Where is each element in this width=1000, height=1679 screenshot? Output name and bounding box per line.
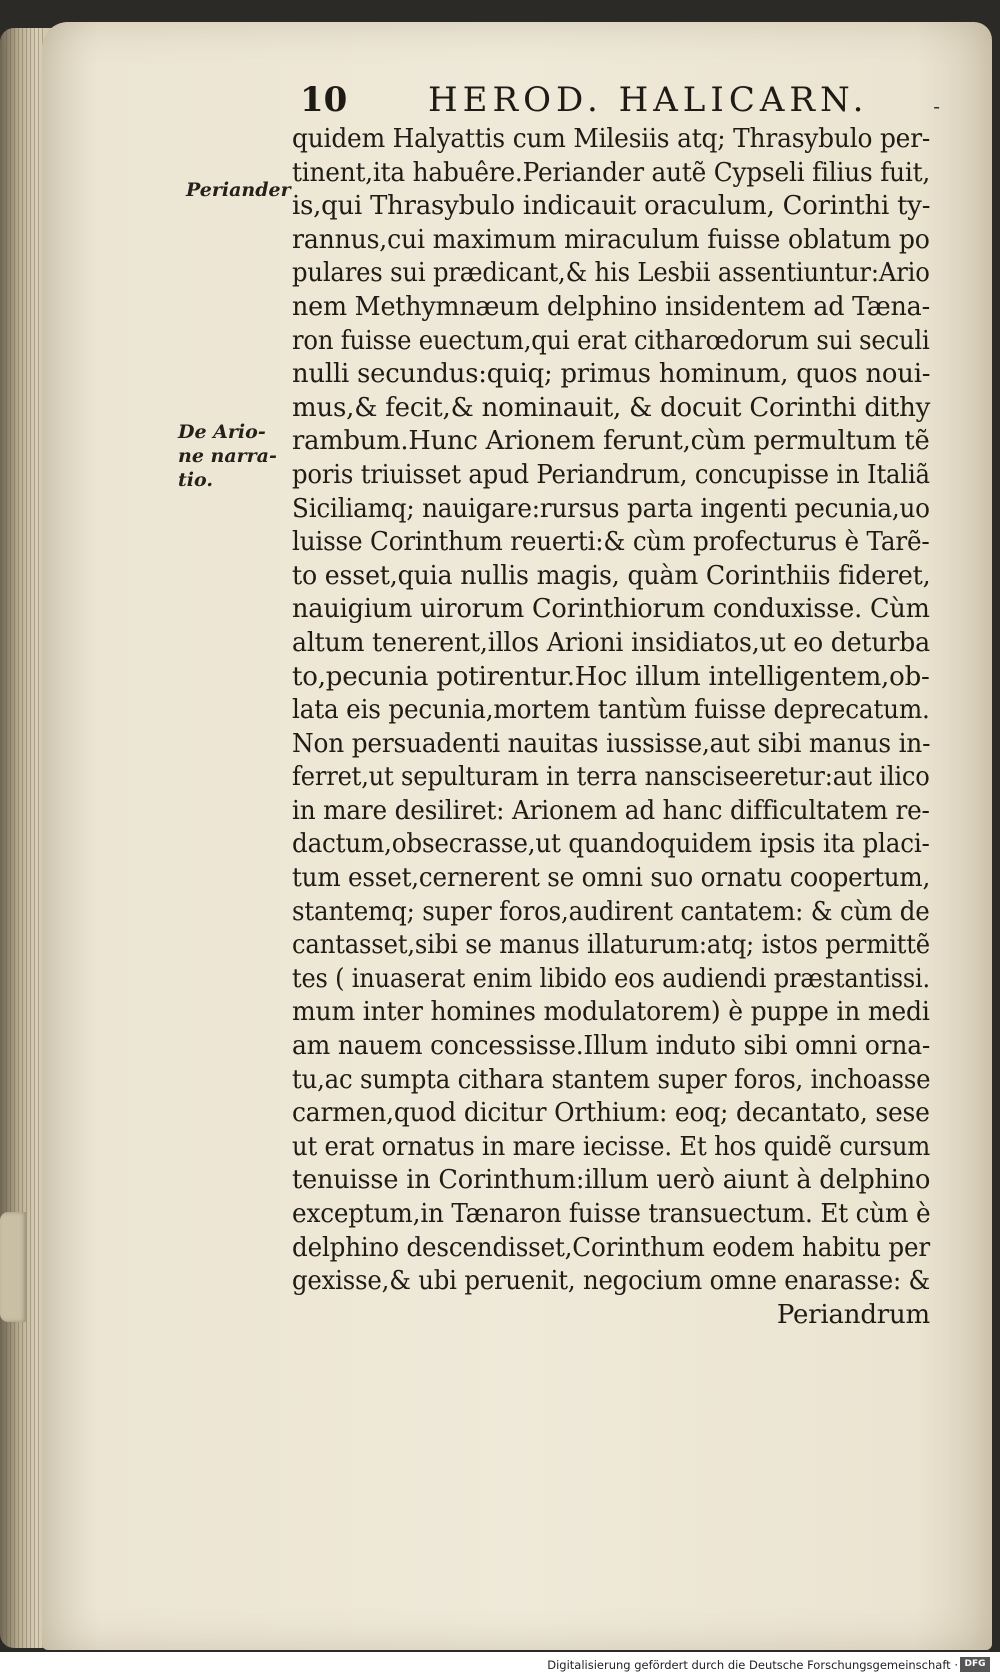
folio-number: 10 xyxy=(300,80,348,120)
text-line: altum tenerent,illos Arioni insidiatos,ut eo deturba xyxy=(292,627,930,658)
text-line: mus,& fecit,& nominauit, & docuit Corinthi dithy xyxy=(292,392,931,423)
text-line: Non persuadenti nauitas iussisse,aut sibi manus in- xyxy=(292,728,931,759)
text-line: tu,ac sumpta cithara stantem super foros, inchoasse xyxy=(292,1064,931,1095)
text-line: poris triuisset apud Periandrum, concupisse in Italiã xyxy=(292,459,930,490)
text-line: is,qui Thrasybulo indicauit oraculum, Corinthi ty- xyxy=(292,191,931,222)
text-line: tum esset,cernerent se omni suo ornatu coopertum, xyxy=(292,863,931,894)
text-line: rambum.Hunc Arionem ferunt,cùm permultum tẽ xyxy=(292,426,930,457)
text-line: mum inter homines modulatorem) è puppe in medi xyxy=(292,997,930,1028)
running-title: HEROD. HALICARN. xyxy=(428,80,869,120)
marginal-note-arion-3: tio. xyxy=(178,469,213,491)
text-line: to,pecunia potirentur.Hoc illum intelligentem,ob- xyxy=(292,661,930,692)
text-line: rannus,cui maximum miraculum fuisse oblatum po xyxy=(292,224,930,255)
text-line: ron fuisse euectum,qui erat citharœdorum sui seculi xyxy=(292,325,930,356)
digitization-footer xyxy=(0,1652,1000,1679)
text-line: tenuisse in Corinthum:illum uerò aiunt à delphino xyxy=(292,1165,931,1196)
text-line: tes ( inuaserat enim libido eos audiendi præstantissi. xyxy=(292,963,931,994)
text-line: luisse Corinthum reuerti:& cùm profecturus è Tarẽ- xyxy=(292,527,930,558)
marginal-note-arion-1: De Ario- xyxy=(178,421,266,443)
text-line: nem Methymnæum delphino insidentem ad Tæna- xyxy=(292,291,930,322)
header-mark: - xyxy=(933,94,940,118)
text-line: pulares sui prædicant,& his Lesbii assentiuntur:Ario xyxy=(292,258,930,289)
text-line: in mare desiliret: Arionem ad hanc difficultatem re- xyxy=(292,795,930,826)
text-line: quidem Halyattis cum Milesiis atq; Thrasybulo per- xyxy=(292,124,931,154)
text-line: to esset,quia nullis magis, quàm Corinthiis fideret, xyxy=(292,560,931,591)
text-line: carmen,quod dicitur Orthium: eoq; decantato, sese xyxy=(292,1098,930,1129)
text-line: ferret,ut sepulturam in terra nansciseeretur:aut ilico xyxy=(292,762,930,793)
text-line: Siciliamq; nauigare:rursus parta ingenti pecunia,uo xyxy=(292,493,930,524)
text-line: lata eis pecunia,mortem tantùm fuisse deprecatum. xyxy=(292,695,930,726)
text-line: dactum,obsecrasse,ut quandoquidem ipsis ita placi- xyxy=(292,829,930,860)
catchword: Periandrum xyxy=(776,1299,930,1330)
text-line: nulli secundus:quiq; primus hominum, quos noui- xyxy=(292,359,931,390)
text-line: tinent,ita habuêre.Periander autẽ Cypseli filius fuit, xyxy=(292,157,931,188)
body-text xyxy=(292,123,930,1332)
text-line: ut erat ornatus in mare iecisse. Et hos quidẽ cursum xyxy=(292,1131,931,1162)
funding-credit: Digitalisierung gefördert durch die Deutsche Forschungsgemeinschaft · xyxy=(547,1658,958,1672)
marginal-note-arion-2: ne narra- xyxy=(178,445,277,467)
marginal-note-periander: Periander xyxy=(186,179,291,201)
text-line: nauigium uirorum Corinthiorum conduxisse. Cùm xyxy=(292,594,930,625)
text-line: exceptum,in Tænaron fuisse transuectum. Et cùm è xyxy=(292,1199,931,1229)
text-line: stantemq; super foros,audirent cantatem: & cùm de xyxy=(292,896,930,927)
text-line: delphino descendisset,Corinthum eodem habitu per xyxy=(292,1232,930,1263)
text-line: gexisse,& ubi peruenit, negocium omne enarasse: & xyxy=(292,1266,931,1297)
text-line: am nauem concessisse.Illum induto sibi omni orna- xyxy=(292,1031,931,1062)
text-line: cantasset,sibi se manus illaturum:atq; istos permittẽ xyxy=(292,930,930,961)
dfg-logo: DFG xyxy=(960,1657,990,1672)
running-header xyxy=(300,80,940,120)
book-clasp-tab xyxy=(0,1212,26,1322)
